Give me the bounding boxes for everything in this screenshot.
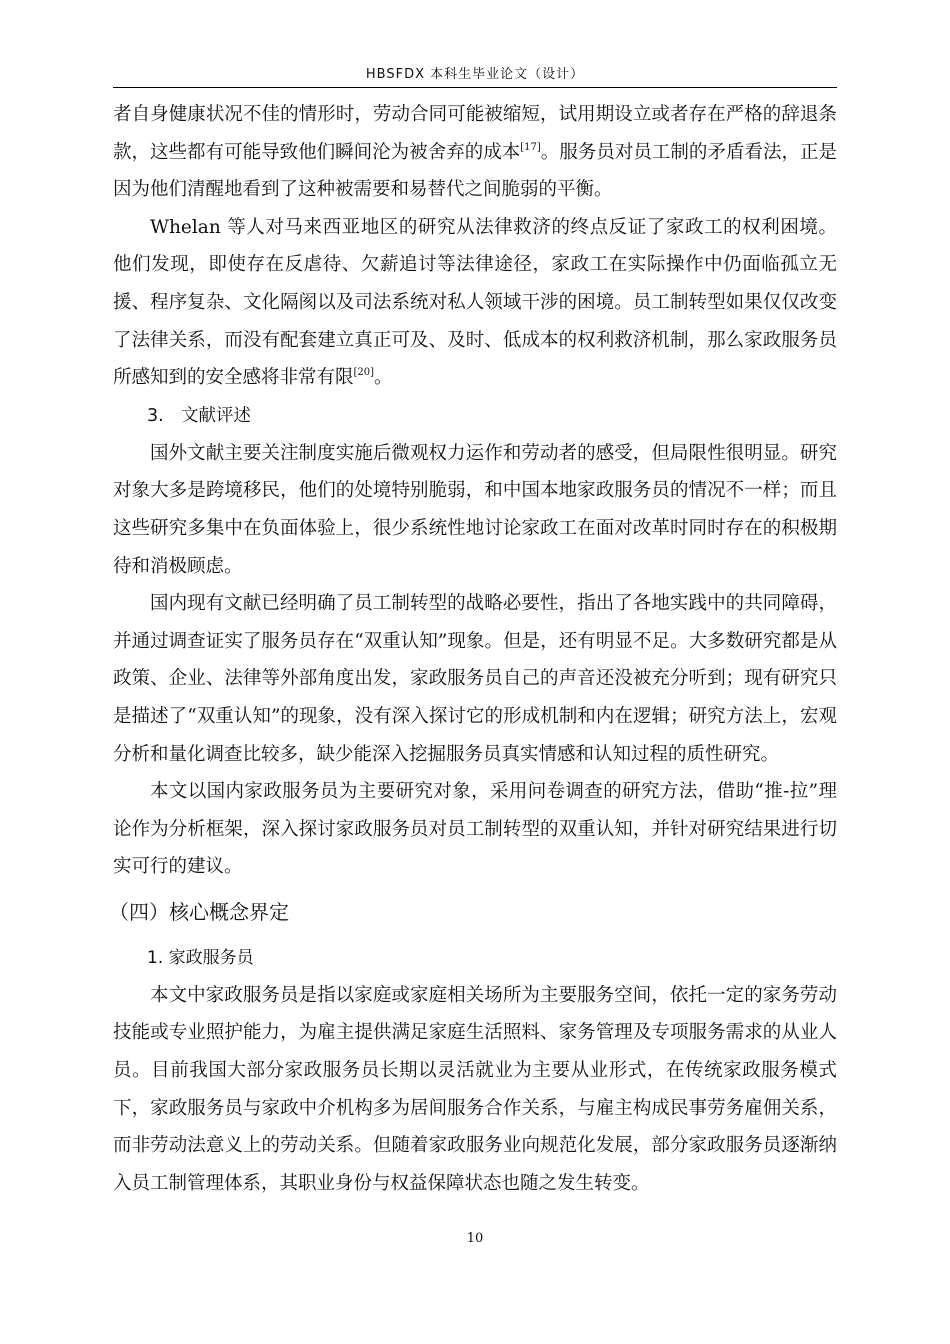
subheading-title: 文献评述 [181, 405, 251, 426]
citation[interactable]: [20] [353, 367, 375, 379]
page-body [109, 96, 837, 1202]
page-number: 10 [466, 1231, 484, 1246]
paragraph-text: Whelan 等人对马来西亚地区的研究从法律救济的终点反证了家政工的权利困境。他们发现，即使存在反虐待、欠薪追讨等法律途径，家政工在实际操作中仍面临孤立无援、程序复杂、文化隔阂以及司法系统对私人领域干涉的困境。员工制转型如果仅仅改变了法律关系，而没有配套建立真正可及、及时、低成本的权利救济机制，那么家政服务员所感知到的安全感将非常有限 [113, 216, 837, 389]
paragraph-research-design: 本文以国内家政服务员为主要研究对象，采用问卷调查的研究方法，借助“推-拉”理论作为分析框架，深入探讨家政服务员对员工制转型的双重认知，并针对研究结果进行切实可行的建议。 [113, 781, 837, 878]
subheading-domestic-worker: 1. 家政服务员 [147, 947, 254, 968]
subheading-number: 3. [147, 405, 164, 426]
paragraph-whelan [113, 209, 837, 397]
paragraph-text: 者自身健康状况不佳的情形时，劳动合同可能被缩短，试用期设立或者存在严格的辞退条款，这些都有可能导致他们瞬间沦为被舍弃的成本 [113, 104, 837, 163]
running-header: HBSFDX 本科生毕业论文（设计） [365, 67, 585, 82]
paragraph-domestic-worker-definition: 本文中家政服务员是指以家庭或家庭相关场所为主要服务空间，依托一定的家务劳动技能或专业照护能力，为雇主提供满足家庭生活照料、家务管理及专项服务需求的从业人员。目前我国大部分家政服务员长期以灵活就业为主要从业形式，在传统家政服务模式下，家政服务员与家政中介机构多为居间服务合作关系，与雇主构成民事劳务雇佣关系，而非劳动法意义上的劳动关系。但随着家政服务业向规范化发展，部分家政服务员逐渐纳入员工制管理体系，其职业身份与权益保障状态也随之发生转变。 [113, 984, 837, 1194]
section-heading-core-concepts: （四）核心概念界定 [109, 899, 289, 924]
citation[interactable]: [17] [520, 141, 541, 153]
subheading-literature-review [113, 397, 837, 435]
header-rule [113, 87, 837, 88]
paragraph-domestic-literature: 国内现有文献已经明确了员工制转型的战略必要性，指出了各地实践中的共同障碍，并通过调查证实了服务员存在“双重认知”现象。但是，还有明显不足。大多数研究都是从政策、企业、法律等外部角度出发，家政服务员自己的声音还没被充分听到；现有研究只是描述了“双重认知”的现象，没有深入探讨它的形成机制和内在逻辑；研究方法上，宏观分析和量化调查比较多，缺少能深入挖掘服务员真实情感和认知过程的质性研究。 [113, 593, 837, 765]
paragraph-continuation [113, 96, 837, 209]
paragraph-text: 。服务员对员工制的矛盾看法，正是因为他们清醒地看到了这种被需要和易替代之间脆弱的平衡。 [113, 141, 837, 201]
paragraph-text: 。 [374, 367, 393, 389]
paragraph-foreign-literature: 国外文献主要关注制度实施后微观权力运作和劳动者的感受，但局限性很明显。研究对象大多是跨境移民，他们的处境特别脆弱，和中国本地家政服务员的情况不一样；而且这些研究多集中在负面体验上，很少系统性地讨论家政工在面对改革时同时存在的积极期待和消极顾虑。 [113, 442, 837, 577]
